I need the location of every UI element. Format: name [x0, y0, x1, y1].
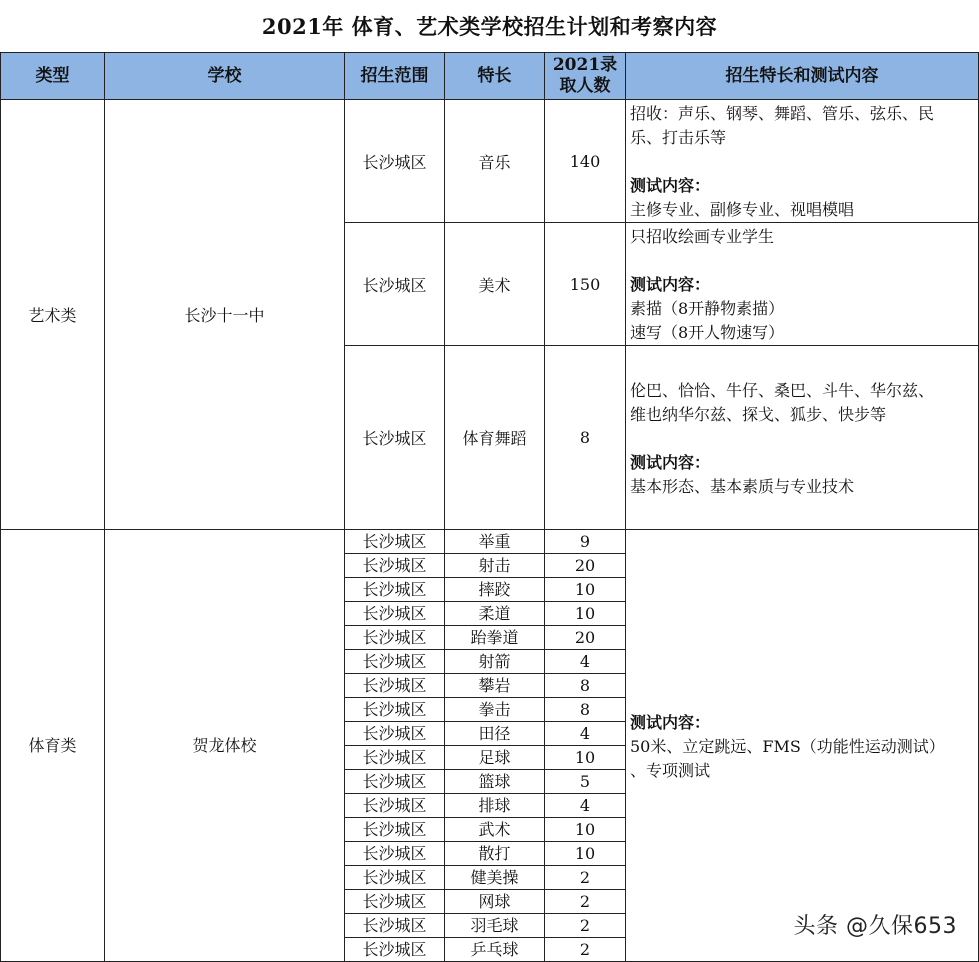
- specialty-cell: 射击: [445, 554, 545, 578]
- count-cell: 10: [545, 818, 626, 842]
- specialty-cell: 柔道: [445, 602, 545, 626]
- scope-cell: 长沙城区: [345, 650, 445, 674]
- enrollment-table: [0, 52, 979, 962]
- count-cell: 8: [545, 698, 626, 722]
- specialty-cell: 排球: [445, 794, 545, 818]
- test-label: 测试内容：: [630, 176, 711, 195]
- specialty-cell: 乒乓球: [445, 938, 545, 962]
- header-scope: 招生范围: [345, 53, 445, 100]
- desc-line: 维也纳华尔兹、探戈、狐步、快步等: [630, 404, 887, 424]
- test-line: 基本形态、基本素质与专业技术: [630, 476, 855, 496]
- scope-cell: 长沙城区: [345, 890, 445, 914]
- count-cell: 9: [545, 530, 626, 554]
- scope-cell: 长沙城区: [345, 842, 445, 866]
- specialty-cell: 武术: [445, 818, 545, 842]
- scope-cell: 长沙城区: [345, 554, 445, 578]
- specialty-cell: 跆拳道: [445, 626, 545, 650]
- content-cell: [626, 346, 979, 530]
- scope-cell: 长沙城区: [345, 626, 445, 650]
- test-label: 测试内容：: [630, 452, 711, 472]
- test-line: 50米、立定跳远、FMS（功能性运动测试）: [630, 736, 945, 756]
- sport-content-cell: [626, 530, 979, 962]
- art-school-cell: 长沙十一中: [105, 100, 345, 530]
- count-cell: 5: [545, 770, 626, 794]
- header-content: 招生特长和测试内容: [626, 53, 979, 100]
- test-label: 测试内容：: [630, 275, 711, 294]
- scope-cell: 长沙城区: [345, 914, 445, 938]
- desc-line: 乐、打击乐等: [630, 128, 727, 147]
- scope-cell: 长沙城区: [345, 674, 445, 698]
- specialty-cell: 摔跤: [445, 578, 545, 602]
- table-row: [1, 530, 979, 554]
- scope-cell: 长沙城区: [345, 794, 445, 818]
- header-specialty: 特长: [445, 53, 545, 100]
- scope-cell: 长沙城区: [345, 770, 445, 794]
- count-cell: 20: [545, 626, 626, 650]
- test-line: 、专项测试: [630, 760, 711, 780]
- count-cell: 140: [545, 100, 626, 223]
- specialty-cell: 羽毛球: [445, 914, 545, 938]
- specialty-cell: 体育舞蹈: [445, 346, 545, 530]
- desc-line: 招收：声乐、钢琴、舞蹈、管乐、弦乐、民: [630, 104, 935, 123]
- scope-cell: 长沙城区: [345, 938, 445, 962]
- desc-line: 伦巴、恰恰、牛仔、桑巴、斗牛、华尔兹、: [630, 380, 935, 400]
- specialty-cell: 音乐: [445, 100, 545, 223]
- specialty-cell: 田径: [445, 722, 545, 746]
- scope-cell: 长沙城区: [345, 346, 445, 530]
- scope-cell: 长沙城区: [345, 866, 445, 890]
- count-cell: 2: [545, 914, 626, 938]
- content-cell: [626, 100, 979, 223]
- specialty-cell: 健美操: [445, 866, 545, 890]
- test-line: 速写（8开人物速写）: [630, 323, 785, 342]
- count-cell: 4: [545, 650, 626, 674]
- art-type-cell: 艺术类: [1, 100, 105, 530]
- specialty-cell: 美术: [445, 223, 545, 346]
- count-cell: 20: [545, 554, 626, 578]
- specialty-cell: 举重: [445, 530, 545, 554]
- sport-type-cell: 体育类: [1, 530, 105, 962]
- scope-cell: 长沙城区: [345, 530, 445, 554]
- count-cell: 10: [545, 602, 626, 626]
- scope-cell: 长沙城区: [345, 578, 445, 602]
- specialty-cell: 散打: [445, 842, 545, 866]
- specialty-cell: 网球: [445, 890, 545, 914]
- watermark: 头条 @久保653: [793, 914, 957, 939]
- specialty-cell: 攀岩: [445, 674, 545, 698]
- header-count: [545, 53, 626, 100]
- count-cell: 4: [545, 794, 626, 818]
- count-cell: 10: [545, 578, 626, 602]
- page-title: 2021年 体育、艺术类学校招生计划和考察内容: [261, 14, 718, 39]
- count-cell: 10: [545, 746, 626, 770]
- count-cell: 2: [545, 938, 626, 962]
- header-count-line1: 2021录: [552, 55, 618, 75]
- scope-cell: 长沙城区: [345, 223, 445, 346]
- specialty-cell: 篮球: [445, 770, 545, 794]
- count-cell: 4: [545, 722, 626, 746]
- scope-cell: 长沙城区: [345, 100, 445, 223]
- desc-line: 只招收绘画专业学生: [630, 227, 775, 246]
- test-line: 素描（8开静物素描）: [630, 299, 785, 318]
- count-cell: 2: [545, 866, 626, 890]
- count-cell: 2: [545, 890, 626, 914]
- header-school: 学校: [105, 53, 345, 100]
- scope-cell: 长沙城区: [345, 698, 445, 722]
- count-cell: 8: [545, 674, 626, 698]
- header-type: 类型: [1, 53, 105, 100]
- specialty-cell: 足球: [445, 746, 545, 770]
- scope-cell: 长沙城区: [345, 722, 445, 746]
- count-cell: 8: [545, 346, 626, 530]
- content-cell: [626, 223, 979, 346]
- header-count-line2: 取人数: [559, 76, 611, 96]
- count-cell: 150: [545, 223, 626, 346]
- sport-school-cell: 贺龙体校: [105, 530, 345, 962]
- specialty-cell: 射箭: [445, 650, 545, 674]
- test-label: 测试内容：: [630, 712, 711, 732]
- scope-cell: 长沙城区: [345, 818, 445, 842]
- scope-cell: 长沙城区: [345, 746, 445, 770]
- specialty-cell: 拳击: [445, 698, 545, 722]
- scope-cell: 长沙城区: [345, 602, 445, 626]
- count-cell: 10: [545, 842, 626, 866]
- table-header-row: [1, 53, 979, 100]
- test-line: 主修专业、副修专业、视唱模唱: [630, 200, 855, 219]
- table-row: [1, 100, 979, 223]
